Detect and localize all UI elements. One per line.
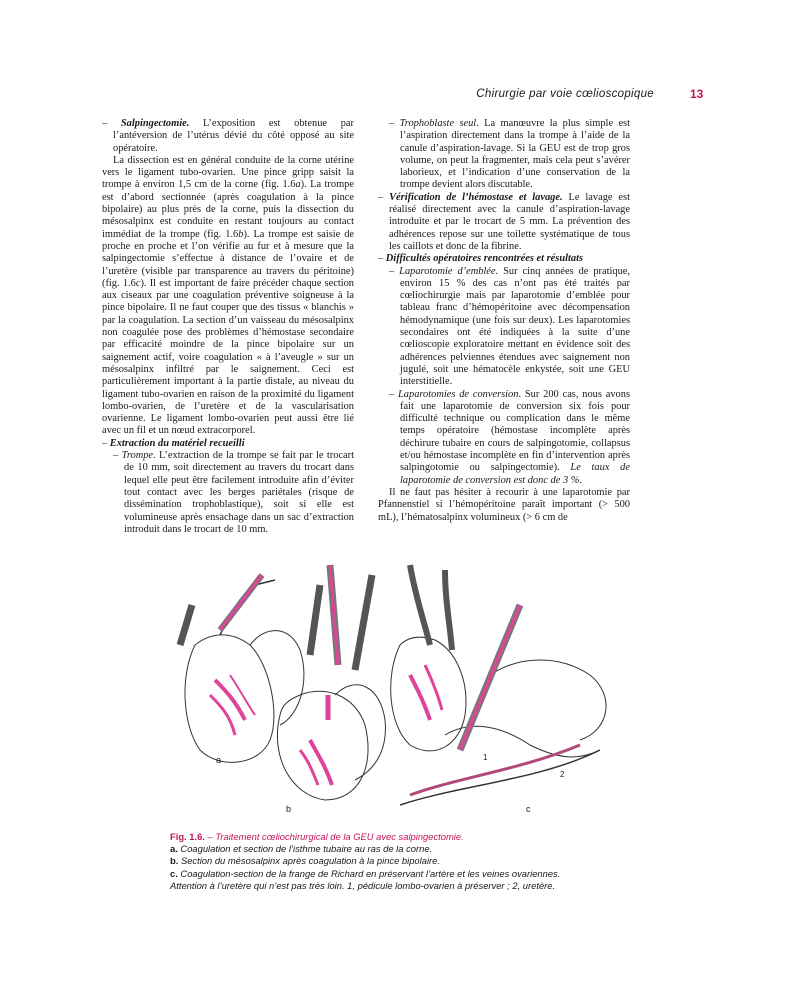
trophoblast-item: – Trophoblaste seul. La manœuvre la plus simple est l’aspiration directement dans la trompe à l’aide de la canule d’aspiration-lavage. Si la GEU est de trop gros volume, on peut la fragmenter, mais cela peut s’avérer laborieux, et l’indication d’une conservation de la trompe devient alors discutable. <box>389 118 630 191</box>
fig-ref-a: a <box>295 179 301 191</box>
extraction-item: – Extraction du matériel recueilli <box>102 437 245 449</box>
figure-caption <box>170 831 640 892</box>
caption-line-a <box>170 843 640 855</box>
caption-title-line <box>170 831 640 843</box>
laparotomy-first-text: . Sur cinq années de pratique, environ 15 % des cas n’ont pas été traités par cœliochirurgie mais par laparotomie d’emblée pour tableau franc d’hémopéritoine avec décompensation hémodynamique (une fois sur deux). Les laparotomies secondaires ont été indiquées à la suite d’une cœlioscopie exploratoire mettant en évidence soit des adhérences pelviennes étendues avec saignement non jugulé, soit une hématocèle enkystée, soit une GEU interstitielle. <box>400 265 631 388</box>
verification-heading: Vérification de l’hémostase et lavage. <box>389 191 563 203</box>
panel-a-drawing <box>180 575 304 762</box>
dissection-text-d: ). Il est important de faire précéder chaque section aux ciseaux par une coagulation préventive soigneuse à la pince bipolaire. Il ne faut couper que des tissus « blanchis » par la coagulation. La section d’un vaisseau du mésosalpinx non coagulée pose des problèmes d’hémostase secondaire par efficacité moindre de la pince bipolaire sur un saignement actif, voire coagulation « à l’aveugle » sur un mésosalpinx infiltré par le saignement. Ceci est particulièrement important à la partie distale, au niveau du ligament tubo-ovarien en raison de la proximité du ligament lombo-ovarien, de l’uretère et de la vascularisation ovarienne. Le ligament lombo-ovarien peut aussi être lié avec un fil et un nœud extracorporel. <box>102 277 354 437</box>
difficulties-item: – Difficultés opératoires rencontrées et résultats <box>378 253 584 265</box>
verification-text: Le lavage est réalisé directement avec la canule d’aspiration-lavage introduite et par le trocart de 5 mm. La prévention des adhérences repose sur une toilette systématique de tous les caillots et donc de la fibrine. <box>389 191 630 252</box>
salpingectomy-heading: Salpingectomie. <box>120 118 190 129</box>
salpingectomy-text: L’exposition est obtenue par l’antéversion de l’utérus dévié du côté opposé au site opératoire. <box>113 118 354 154</box>
page-header <box>0 88 799 104</box>
left-column <box>102 118 354 536</box>
verification-item: – Vérification de l’hémostase et lavage. Le lavage est réalisé directement avec la canule d’aspiration-lavage introduite et par le trocart de 5 mm. La prévention des adhérences repose sur une toilette systématique de tous les caillots et donc de la fibrine. <box>378 191 630 252</box>
trompe-heading: Trompe <box>121 450 154 462</box>
laparotomy-first-item: – Laparotomie d’emblée. Sur cinq années de pratique, environ 15 % des cas n’ont pas été traités par cœliochirurgie mais par laparotomie d’emblée pour tableau franc d’hémopéritoine avec décompensation hémodynamique (une fois sur deux). Les laparotomies secondaires ont été indiquées à la suite d’une cœlioscopie exploratoire mettant en évidence soit des adhérences pelviennes étendues avec saignement non jugulé, soit une hématocèle enkystée, soit une GEU interstitielle. <box>389 265 631 388</box>
panel-a-label: a <box>216 755 222 765</box>
right-column <box>378 118 630 524</box>
dissection-text-b: ). La trompe est d’abord sectionnée (après coagulation à la pince bipolaire) au plus près de la corne, puis la dissection du mésosalpinx est conduite en restant toujours au contact immédiat de la trompe (fig. 1.6 <box>102 179 354 240</box>
fig-ref-c: c <box>135 277 141 289</box>
dissection-paragraph <box>102 155 354 438</box>
trompe-item: – Trompe. L’extraction de la trompe se fait par le trocart de 10 mm, soit directement au travers du trocart dans lequel elle peut être facilement introduite afin d’éviter tout contact avec les berges pariétales (risque de dissémination trophoblastique), soit si elle est volumineuse après ensachage dans un sac d’extraction introduit dans le trocart de 10 mm. <box>113 450 355 535</box>
illustration-svg <box>160 555 640 820</box>
caption-b-letter: b. <box>170 855 179 867</box>
label-2: 2 <box>560 770 565 779</box>
trophoblast-text: . La manœuvre la plus simple est l’aspiration directement dans la trompe à l’aide de la canule d’aspiration-lavage. Si la GEU est de trop gros volume, on peut la fragmenter, mais cela peut s’avérer laborieux, et l’indication d’une conservation de la trompe devient alors discutable. <box>400 118 630 191</box>
caption-a-text: Coagulation et section de l’isthme tubaire au ras de la corne. <box>177 843 433 855</box>
panel-b-label: b <box>286 804 292 814</box>
caption-label: Fig. 1.6. <box>170 831 205 842</box>
panel-c-drawing <box>391 565 606 805</box>
extraction-heading: Extraction du matériel recueilli <box>109 437 245 449</box>
caption-line-c <box>170 868 640 880</box>
caption-c-letter: c. <box>170 867 178 879</box>
dissection-text-a: La dissection est en général conduite de la corne utérine vers le ligament tubo-ovarien. Une pince gripp saisit la trompe à environ 1,5 cm de la corne (fig. 1.6 <box>102 154 354 191</box>
conversion-rate: Le taux de laparotomie de conversion est donc de 3 % <box>400 462 630 486</box>
caption-a-letter: a. <box>170 843 178 855</box>
conversion-heading: Laparotomies de conversion <box>398 388 519 400</box>
caption-b-text: Section du mésosalpinx après coagulation à la pince bipolaire. <box>178 855 440 867</box>
panel-b-drawing <box>277 565 385 800</box>
caption-note: Attention à l’uretère qui n’est pas très loin. 1, pédicule lombo-ovarien à préserver ; 2, uretère. <box>170 879 556 891</box>
page-number: 13 <box>690 87 704 101</box>
fig-ref-b: b <box>238 228 244 240</box>
caption-line-b <box>170 855 640 867</box>
running-title: Chirurgie par voie cœlioscopique <box>476 88 654 100</box>
trompe-text: . L’extraction de la trompe se fait par le trocart de 10 mm, soit directement au travers du trocart dans lequel elle peut être facilement introduite afin d’éviter tout contact avec les berges pariétales (risque de dissémination trophoblastique), soit si elle est volumineuse après ensachage dans un sac d’extraction introduit dans le trocart de 10 mm. <box>124 450 355 535</box>
caption-c-text: Coagulation-section de la frange de Richard en préservant l’artère et les veines ovariennes. <box>177 867 561 879</box>
surgical-illustration <box>160 555 640 820</box>
salpingectomy-item: – Salpingectomie. L’exposition est obtenue par l’antéversion de l’utérus dévié du côté opposé au site opératoire. <box>102 118 354 154</box>
trophoblast-heading: Trophoblaste seul <box>399 118 477 129</box>
conversion-text: . Sur 200 cas, nous avons fait une laparotomie de conversion six fois pour difficulté technique ou complication dans le même temps opératoire (hémostase incomplète après déchirure tubaire en cours de salpingotomie, collapsus et/ou hémostase incomplète en fin d’intervention après salpingotomie ou salpingectomie). <box>400 388 630 474</box>
panel-c-label: c <box>526 804 531 814</box>
label-1: 1 <box>483 753 488 762</box>
dissection-text-c: ). La trompe est saisie de proche en proche et l’on vérifie au fur et à mesure que la salpingectomie s’effectue à distance de l’ovaire et de l’uretère (visible par transparence au travers du péritoine) (fig. 1.6 <box>102 228 355 289</box>
pfannenstiel-paragraph: Il ne faut pas hésiter à recourir à une laparotomie par Pfannenstiel si l’hémopéritoine paraît important (> 500 mL), l’hématosalpinx volumineux (> 6 cm de <box>378 486 630 523</box>
conversion-item: – Laparotomies de conversion. Sur 200 cas, nous avons fait une laparotomie de conversion six fois pour difficulté technique ou complication dans le même temps opératoire (hémostase incomplète après déchirure tubaire en cours de salpingotomie, collapsus et/ou hémostase incomplète en fin d’intervention après salpingotomie ou salpingectomie). Le taux de laparotomie de conversion est donc de 3 %. <box>389 388 630 486</box>
conversion-end: . <box>579 474 582 486</box>
caption-title: – Traitement cœliochirurgical de la GEU avec salpingectomie. <box>204 831 464 842</box>
laparotomy-first-heading: Laparotomie d’emblée <box>399 265 496 277</box>
difficulties-heading: Difficultés opératoires rencontrées et résultats <box>385 253 584 265</box>
